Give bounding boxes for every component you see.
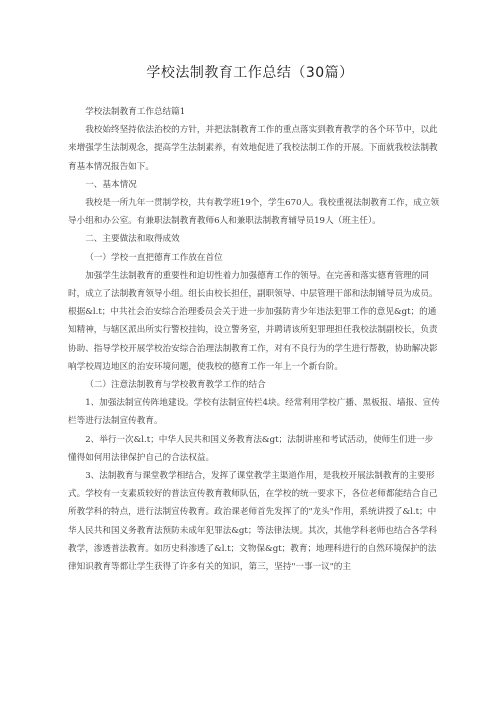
body-paragraph: 2、举行一次&l.t；中华人民共和国义务教育法&gt；法制讲座和考试活动，使师生们进一步懂得如何用法律保护自己的合法权益。 xyxy=(68,434,434,463)
section-heading: 一、基本情况 xyxy=(85,179,137,190)
body-paragraph: 3、法制教育与课堂教学相结合，发挥了课堂教学主渠道作用，是我校开展法制教育的主要形式。学校有一支素质较好的普法宣传教育教师队伍，在学校的统一要求下，各位老师都能结合自己所教学科的特点，进行法制宣传教育。政治课老师首先发挥了的"龙头"作用，系统讲授了&l.t；中华人民共和国义务教育法预防未成年犯罪法&gt；等法律法规。其次，其他学科老师也结合各学科教学，渗透普法教育。如历史科渗透了&l.t；文物保&gt；教育；地理科进行的自然环境保护的法律知识教育等都让学生获得了许多有关的知识，第三，坚持"一事一议"的主 xyxy=(68,471,438,573)
body-paragraph: 加强学生法制教育的重要性和迫切性着力加强德育工作的领导。在完善和落实德育管理的同时，成立了法制教育领导小组。组长由校长担任，副职领导、中层管理干部和法制辅导员为成员。根据&l.t；中共社会治安综合治理委员会关于进一步加强防青少年违法犯罪工作的意见&gt；的通知精神，与辖区派出所实行警校挂钩，设立警务室，并聘请该所犯罪理担任我校法制副校长，负责协助、指导学校开展学校治安综合治理法制教育工作，对有不良行为的学生进行帮教，协助解决影响学校周边地区的治安环境问题，使我校的德育工作一年上一个新台阶。 xyxy=(68,270,438,372)
body-paragraph: 我校始终坚持依法治校的方针，并把法制教育工作的重点落实到教育教学的各个环节中，以此来增强学生法制观念，提高学生法制素养，有效地促进了我校法制工作的开展。下面就我校法制教育基本情况报告如下。 xyxy=(68,125,438,172)
section-heading: （二）注意法制教育与学校教育教学工作的结合 xyxy=(85,380,266,391)
section-heading: 二、主要做法和取得成效 xyxy=(85,234,180,245)
section-heading: （一）学校一直把德育工作放在首位 xyxy=(85,252,223,263)
body-paragraph: 1、加强法制宣传阵地建设。学校有法制宣传栏4块。经常利用学校广播、黑板报、墙报、宣传栏等进行法制宣传教育。 xyxy=(68,398,440,427)
document-body xyxy=(68,103,440,576)
document-title: 学校法制教育工作总结（30篇） xyxy=(146,65,354,81)
body-paragraph: 我校是一所九年一贯制学校，共有教学班19个，学生670人。我校重视法制教育工作，成立领导小组和办公室。有兼职法制教育教师6人和兼职法制教育辅导员19人（班主任）。 xyxy=(68,198,440,227)
section-heading: 学校法制教育工作总结篇1 xyxy=(85,107,186,117)
